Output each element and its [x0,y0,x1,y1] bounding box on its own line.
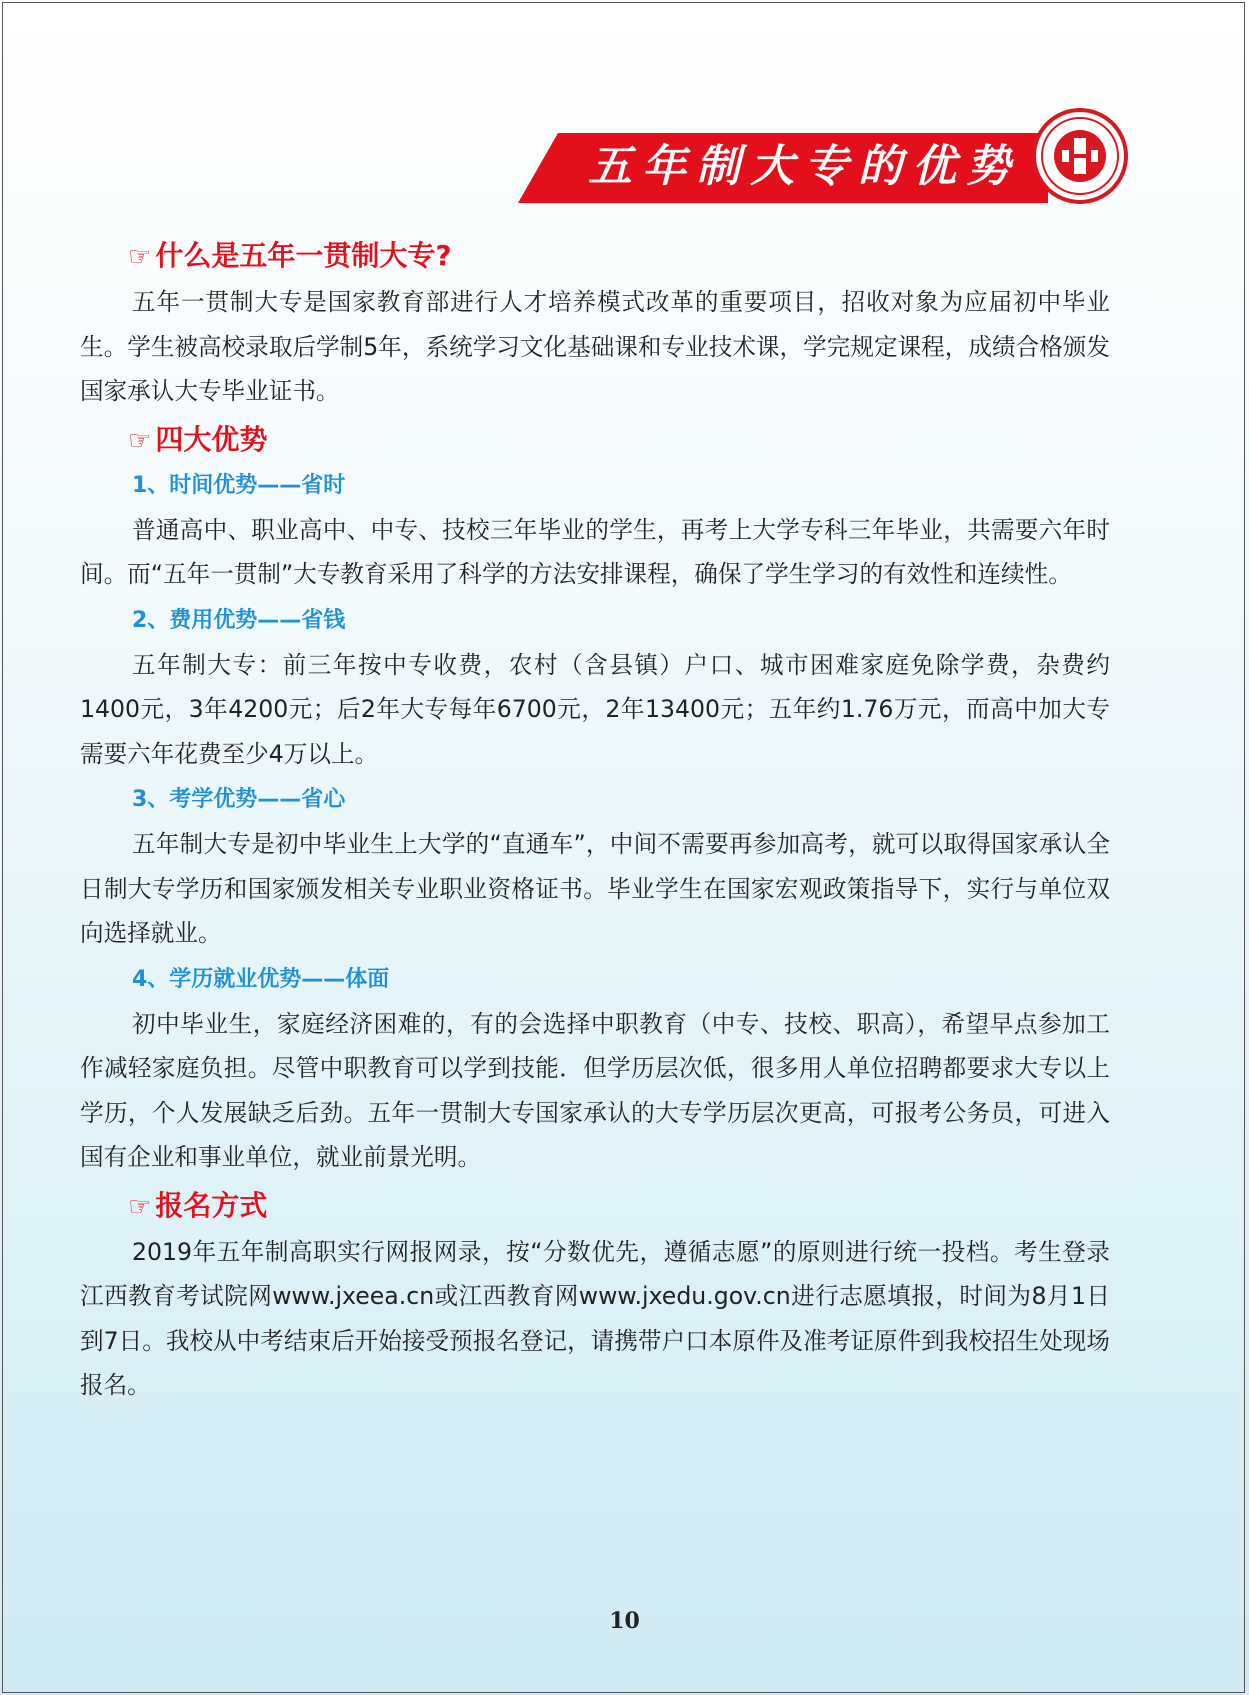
advantage-title-employment: 4、学历就业优势——体面 [132,966,390,992]
school-seal-logo [1032,108,1128,204]
section-title-what [80,232,1110,280]
pointing-hand-icon: ☞ [128,242,152,272]
advantage-title-exam: 3、考学优势——省心 [132,787,346,812]
banner-title: 五年制大专的优势 [588,141,1020,192]
section-title-text: 四大优势 [155,422,268,456]
pointing-hand-icon: ☞ [128,1191,152,1222]
advantage-body-exam: 五年制大专是初中毕业生上大学的“直通车”，中间不需要再参加高考，就可以取得国家承认全日制大专学历和国家颁发相关专业职业资格证书。毕业学生在国家宏观政策指导下，实行与单位双向选择就业。 [80,830,1110,947]
page-number: 10 [609,1608,640,1634]
advantage-title-cost: 2、费用优势——省钱 [132,607,346,633]
advantage-body-employment: 初中毕业生，家庭经济困难的，有的会选择中职教育（中专、技校、职高），希望早点参加工作减轻家庭负担。尽管中职教育可以学到技能．但学历层次低，很多用人单位招聘都要求大专以上学历，个人发展缺乏后劲。五年一贯制大专国家承认的大专学历层次更高，可报考公务员，可进入国有企业和事业单位，就业前景光明。 [80,1009,1110,1171]
section-title-advantages [80,416,1110,464]
advantage-title-time: 1、时间优势——省时 [132,472,346,498]
section-title-text: 报名方式 [155,1188,268,1222]
paragraph-what: 五年一贯制大专是国家教育部进行人才培养模式改革的重要项目，招收对象为应届初中毕业生。学生被高校录取后学制5年，系统学习文化基础课和专业技术课，学完规定课程，成绩合格颁发国家承认大专毕业证书。 [80,288,1110,405]
section-title-registration [80,1182,1110,1230]
advantage-body-cost: 五年制大专：前三年按中专收费，农村（含县镇）户口、城市困难家庭免除学费，杂费约1400元，3年4200元；后2年大专每年6700元，2年13400元；五年约1.76万元，而高中加大专需要六年花费至少4万以上。 [80,650,1110,768]
paragraph-registration: 2019年五年制高职实行网报网录，按“分数优先，遵循志愿”的原则进行统一投档。考生登录江西教育考试院网www.jxeea.cn或江西教育网www.jxedu.gov.cn进行志愿填报，时间为8月1日到7日。我校从中考结束后开始接受预报名登记，请携带户口本原件及准考证原件到我校招生处现场报名。 [80,1237,1110,1399]
advantage-body-time: 普通高中、职业高中、中专、技校三年毕业的学生，再考上大学专科三年毕业，共需要六年时间。而“五年一贯制”大专教育采用了科学的方法安排课程，确保了学生学习的有效性和连续性。 [80,515,1110,588]
seal-emblem-icon [1036,112,1124,200]
pointing-hand-icon: ☞ [128,425,152,456]
section-title-text: 什么是五年一贯制大专? [155,239,452,272]
main-content [80,232,1110,1410]
